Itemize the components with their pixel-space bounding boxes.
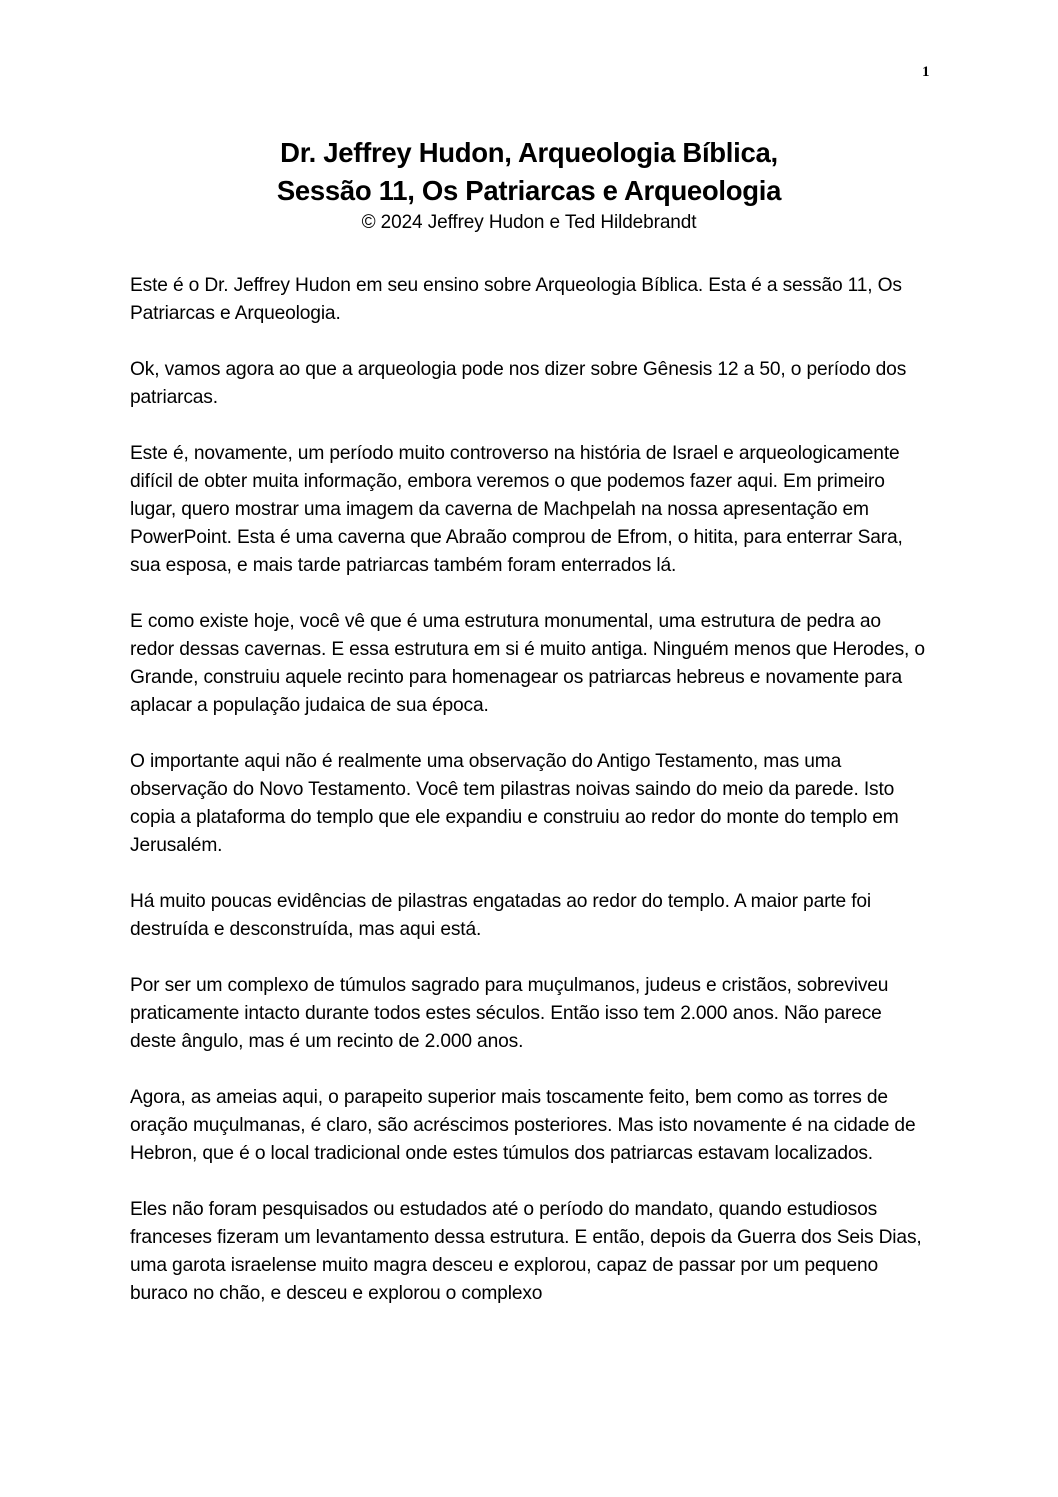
paragraph-8: Agora, as ameias aqui, o parapeito superior mais toscamente feito, bem como as torres de oração muçulmanas, é claro, são acréscimos posteriores. Mas isto novamente é na cidade de Hebron, que é o local tradicional onde estes túmulos dos patriarcas estavam localizados. [130, 1087, 916, 1164]
paragraph-5: O importante aqui não é realmente uma observação do Antigo Testamento, mas uma observação do Novo Testamento. Você tem pilastras noivas saindo do meio da parede. Isto copia a plataforma do templo que ele expandiu e construiu ao redor do monte do templo em Jerusalém. [130, 751, 899, 856]
copyright-notice: © 2024 Jeffrey Hudon e Ted Hildebrandt [361, 212, 697, 233]
document-body [130, 272, 930, 1336]
paragraph-4: E como existe hoje, você vê que é uma estrutura monumental, uma estrutura de pedra ao redor dessas cavernas. E essa estrutura em si é muito antiga. Ninguém menos que Herodes, o Grande, construiu aquele recinto para homenagear os patriarcas hebreus e novamente para aplacar a população judaica de sua época. [130, 611, 925, 716]
paragraph-3: Este é, novamente, um período muito controverso na história de Israel e arqueologicamente difícil de obter muita informação, embora veremos o que podemos fazer aqui. Em primeiro lugar, quero mostrar uma imagem da caverna de Machpelah na nossa apresentação em PowerPoint. Esta é uma caverna que Abraão comprou de Efrom, o hitita, para enterrar Sara, sua esposa, e mais tarde patriarcas também foram enterrados lá. [130, 443, 903, 576]
page-number: 1 [922, 64, 930, 80]
paragraph-7: Por ser um complexo de túmulos sagrado para muçulmanos, judeus e cristãos, sobreviveu praticamente intacto durante todos estes séculos. Então isso tem 2.000 anos. Não parece deste ângulo, mas é um recinto de 2.000 anos. [130, 975, 889, 1052]
paragraph-9: Eles não foram pesquisados ou estudados até o período do mandato, quando estudiosos franceses fizeram um levantamento dessa estrutura. E então, depois da Guerra dos Seis Dias, uma garota israelense muito magra desceu e explorou, capaz de passar por um pequeno buraco no chão, e desceu e explorou o complexo [130, 1199, 922, 1304]
title-line-2: Sessão 11, Os Patriarcas e Arqueologia [276, 175, 782, 206]
title-line-1: Dr. Jeffrey Hudon, Arqueologia Bíblica, [280, 137, 778, 168]
paragraph-2: Ok, vamos agora ao que a arqueologia pode nos dizer sobre Gênesis 12 a 50, o período dos patriarcas. [130, 359, 907, 408]
document-header [0, 134, 1058, 236]
paragraph-1: Este é o Dr. Jeffrey Hudon em seu ensino sobre Arqueologia Bíblica. Esta é a sessão 11, Os Patriarcas e Arqueologia. [130, 275, 902, 324]
paragraph-6: Há muito poucas evidências de pilastras engatadas ao redor do templo. A maior parte foi destruída e desconstruída, mas aqui está. [130, 891, 872, 940]
